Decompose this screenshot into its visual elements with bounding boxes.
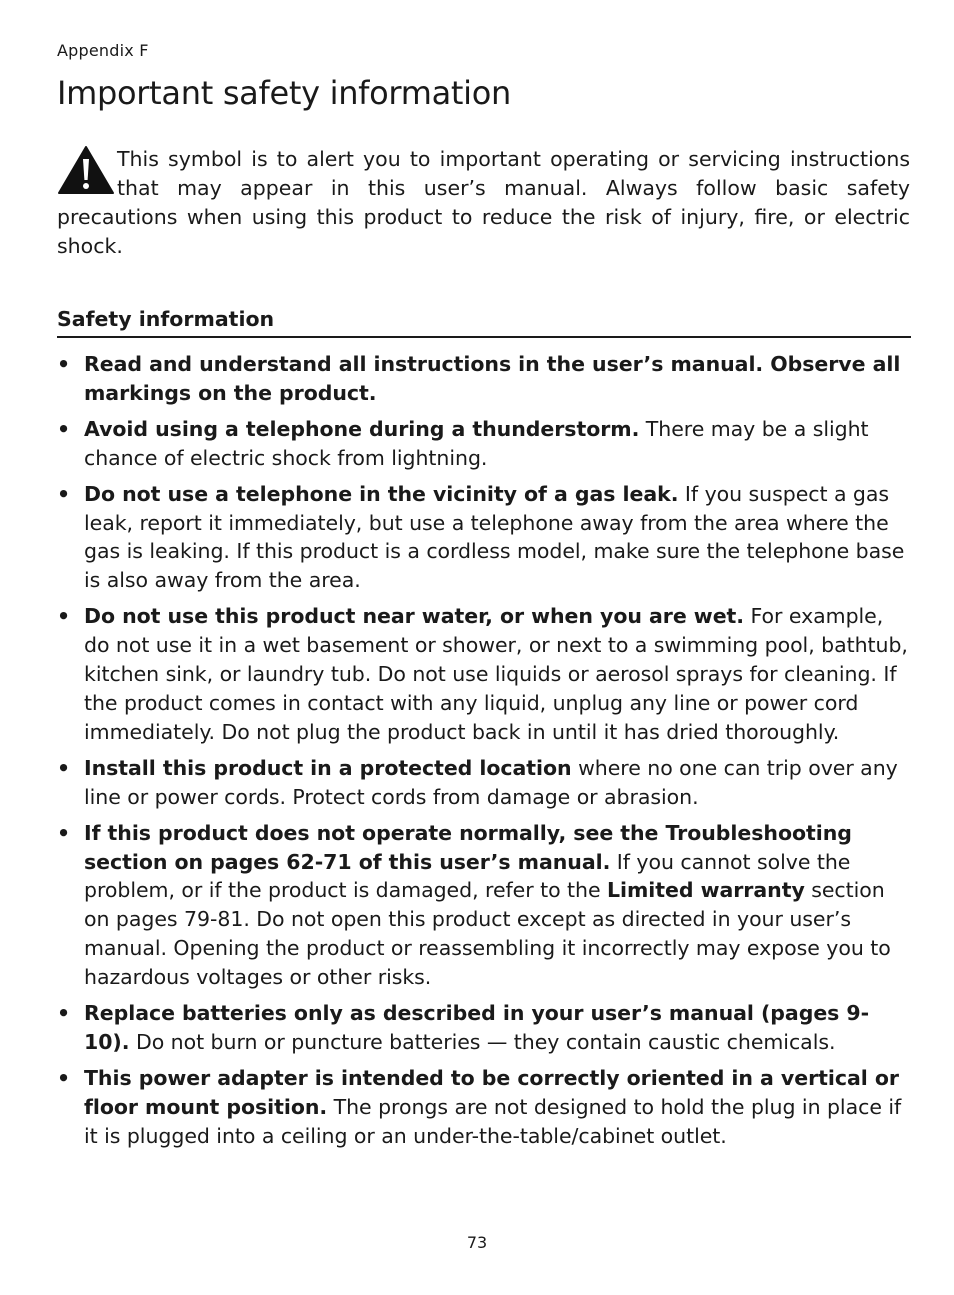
bullet-icon: • [57,352,71,376]
running-head: Appendix F [57,41,149,60]
bullet-icon: • [57,1065,71,1090]
item-bold-text: Read and understand all instructions in the user’s manual. Observe all markings on the product. [84,352,901,405]
list-item [57,415,911,473]
item-text: Do not burn or puncture batteries — they contain caustic chemicals. [129,1029,836,1054]
item-bold-text: Replace batteries only as described in your user’s manual (pages 9-10). [84,1001,870,1054]
list-item [57,602,911,747]
item-bold-text: Do not use this product near water, or when you are wet. [84,604,745,629]
list-item [57,754,911,812]
item-text: If you cannot solve the problem, or if the product is damaged, refer to the [84,849,851,903]
intro-paragraph [57,145,910,261]
item-bold-text: Do not use a telephone in the vicinity of a gas leak. [84,481,679,506]
item-text: If you suspect a gas leak, report it immediately, but use a telephone away from the area where the gas is leaking. If this product is a cordless model, make sure the telephone base is also away from the area. [84,481,905,593]
list-item [57,819,911,992]
bullet-icon: • [57,755,71,780]
bullet-icon: • [57,481,71,506]
item-bold-text: Avoid using a telephone during a thunderstorm. [84,416,640,441]
limited-warranty-ref: Limited warranty [606,878,805,903]
bullet-icon: • [57,1001,71,1026]
bullet-icon: • [57,604,71,629]
bullet-icon: • [57,416,71,441]
item-text-continued: section on pages 79-81. Do not open this product except as directed in your user’s manual. Opening the product or reassembling it incorrectly may expose you to hazardous voltages or other risks. [84,878,891,990]
safety-section [57,306,911,1158]
item-text: There may be a slight chance of electric shock from lightning. [84,416,869,470]
item-bold-text: This power adapter is intended to be correctly oriented in a vertical or floor mount position. [84,1065,899,1119]
list-item [57,480,911,596]
page-title: Important safety information [57,74,511,112]
item-text: The prongs are not designed to hold the plug in place if it is plugged into a ceiling or an under-the-table/cabinet outlet. [84,1094,902,1148]
item-bold-text: If this product does not operate normally, see the Troubleshooting section on pages 62-71 of this user’s manual. [84,820,852,874]
safety-list [57,350,911,1151]
item-text: where no one can trip over any line or power cords. Protect cords from damage or abrasion. [84,755,898,809]
list-item [57,1064,911,1151]
list-item [57,350,911,408]
section-heading: Safety information [57,306,911,338]
item-text: For example, do not use it in a wet basement or shower, or next to a swimming pool, bathtub, kitchen sink, or laundry tub. Do not use liquids or aerosol sprays for cleaning. If the product comes in contact with any liquid, unplug any line or power cord immediately. Do not plug the product back in until it has dried thoroughly. [84,604,908,744]
item-bold-text: Install this product in a protected location [84,755,572,780]
bullet-icon: • [57,820,71,845]
page-number: 73 [466,1233,488,1252]
list-item [57,999,911,1057]
warning-triangle-icon [57,145,115,195]
intro-text: This symbol is to alert you to important operating or servicing instructions that may appear in this user’s manual. Always follow basic safety precautions when using this product to reduce the risk of injury, fire, or electric shock. [57,147,910,258]
